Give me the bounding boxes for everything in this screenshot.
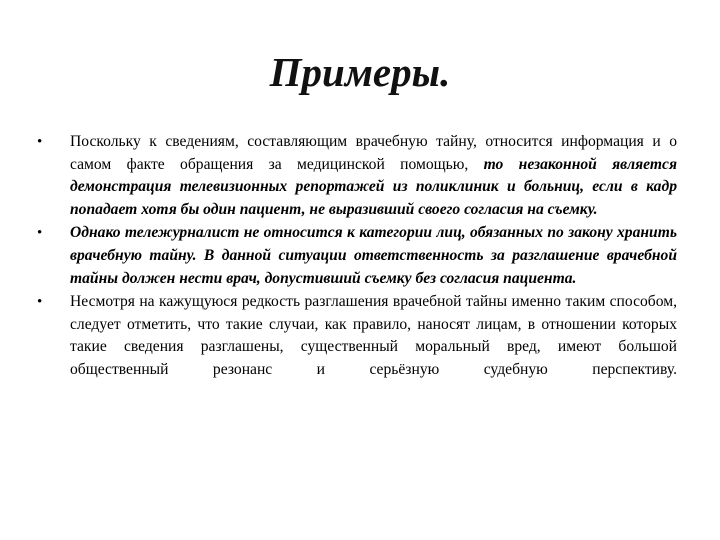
bullet-item-2 <box>37 222 677 290</box>
bullet-marker: • <box>37 134 43 150</box>
bullet-marker: • <box>37 294 43 311</box>
bullet-list <box>37 131 677 383</box>
bullet-marker: • <box>37 225 43 242</box>
bullet-text-plain: Поскольку к сведениям, составляющим врачебную тайну, относится информация и о самом факте обращения за медицинской помощью, <box>70 133 677 173</box>
bullet-text-italic: Однако тележурналист не относится к категории лиц, обязанных по закону хранить врачебную тайну. В данной ситуации ответственность за разглашение врачебной тайны должен нести врач, допустивший съемку без согласия пациента. <box>70 224 677 287</box>
bullet-text-plain: Несмотря на кажущуюся редкость разглашения врачебной тайны именно таким способом, следует отметить, что такие случаи, как правило, наносят лицам, в отношении которых такие сведения разглашены, существенный моральный вред, имеют большой общественный резонанс и серьёзную судебную перспективу. <box>70 293 677 378</box>
slide-title: Примеры. <box>269 49 451 95</box>
bullet-item-3 <box>37 291 677 381</box>
bullet-text-italic: то незаконной является демонстрация телевизионных репортажей из поликлиник и больниц, если в кадр попадает хотя бы один пациент, не выразивший своего согласия на съемку. <box>70 155 677 218</box>
bullet-item-1 <box>37 131 677 221</box>
